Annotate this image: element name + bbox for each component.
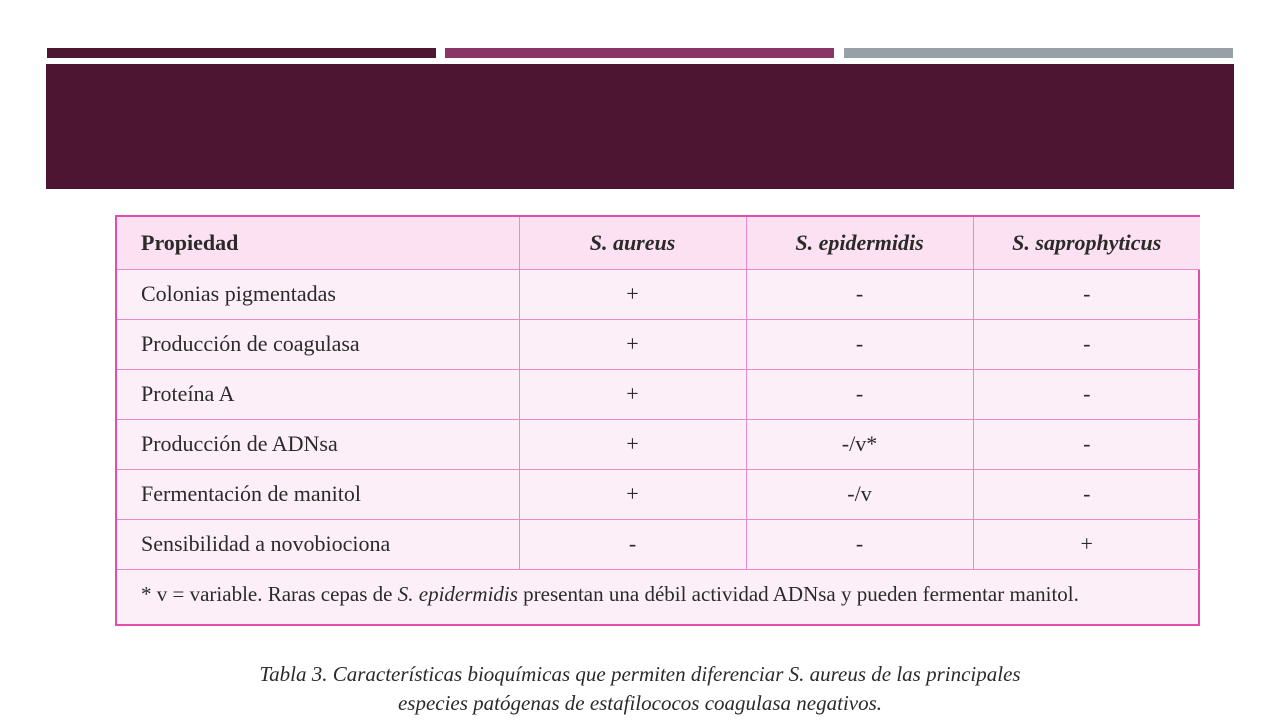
cell-s-aureus: + <box>519 369 746 419</box>
accent-bar-gray <box>844 48 1233 58</box>
caption-line-1: Tabla 3. Características bioquímicas que permiten diferenciar S. aureus de las principales <box>259 662 1021 686</box>
table-header-row <box>117 217 1200 269</box>
comparison-table <box>115 215 1200 626</box>
cell-s-epidermidis: -/v <box>746 469 973 519</box>
cell-s-saprophyticus: + <box>973 519 1200 569</box>
cell-s-aureus: + <box>519 419 746 469</box>
cell-s-epidermidis: - <box>746 319 973 369</box>
cell-s-saprophyticus: - <box>973 469 1200 519</box>
table-row <box>117 519 1200 569</box>
row-property: Colonias pigmentadas <box>117 269 519 319</box>
row-property: Fermentación de manitol <box>117 469 519 519</box>
header-s-saprophyticus: S. saprophyticus <box>973 217 1200 269</box>
cell-s-epidermidis: - <box>746 519 973 569</box>
table-caption <box>0 660 1280 718</box>
table-row <box>117 469 1200 519</box>
footnote-species: S. epidermidis <box>397 582 518 607</box>
table-footnote-row <box>117 569 1200 620</box>
footnote-text-before: * v = variable. Raras cepas de <box>141 582 398 607</box>
table-row <box>117 419 1200 469</box>
cell-s-saprophyticus: - <box>973 369 1200 419</box>
header-s-epidermidis: S. epidermidis <box>746 217 973 269</box>
cell-s-epidermidis: - <box>746 369 973 419</box>
cell-s-saprophyticus: - <box>973 419 1200 469</box>
table-row <box>117 369 1200 419</box>
cell-s-aureus: + <box>519 469 746 519</box>
table-footnote <box>117 569 1200 620</box>
row-property: Sensibilidad a novobiociona <box>117 519 519 569</box>
accent-bar-magenta <box>445 48 834 58</box>
cell-s-epidermidis: - <box>746 269 973 319</box>
row-property: Producción de coagulasa <box>117 319 519 369</box>
cell-s-epidermidis: -/v* <box>746 419 973 469</box>
row-property: Proteína A <box>117 369 519 419</box>
caption-line-2: especies patógenas de estafilococos coagulasa negativos. <box>397 691 883 715</box>
table-row <box>117 269 1200 319</box>
cell-s-saprophyticus: - <box>973 319 1200 369</box>
header-s-aureus: S. aureus <box>519 217 746 269</box>
cell-s-aureus: - <box>519 519 746 569</box>
accent-bar-dark <box>47 48 436 58</box>
row-property: Producción de ADNsa <box>117 419 519 469</box>
footnote-text-after: presentan una débil actividad ADNsa y pueden fermentar manitol. <box>517 582 1079 607</box>
table-row <box>117 319 1200 369</box>
cell-s-saprophyticus: - <box>973 269 1200 319</box>
cell-s-aureus: + <box>519 269 746 319</box>
cell-s-aureus: + <box>519 319 746 369</box>
title-band <box>46 64 1234 189</box>
header-propiedad: Propiedad <box>117 217 519 269</box>
